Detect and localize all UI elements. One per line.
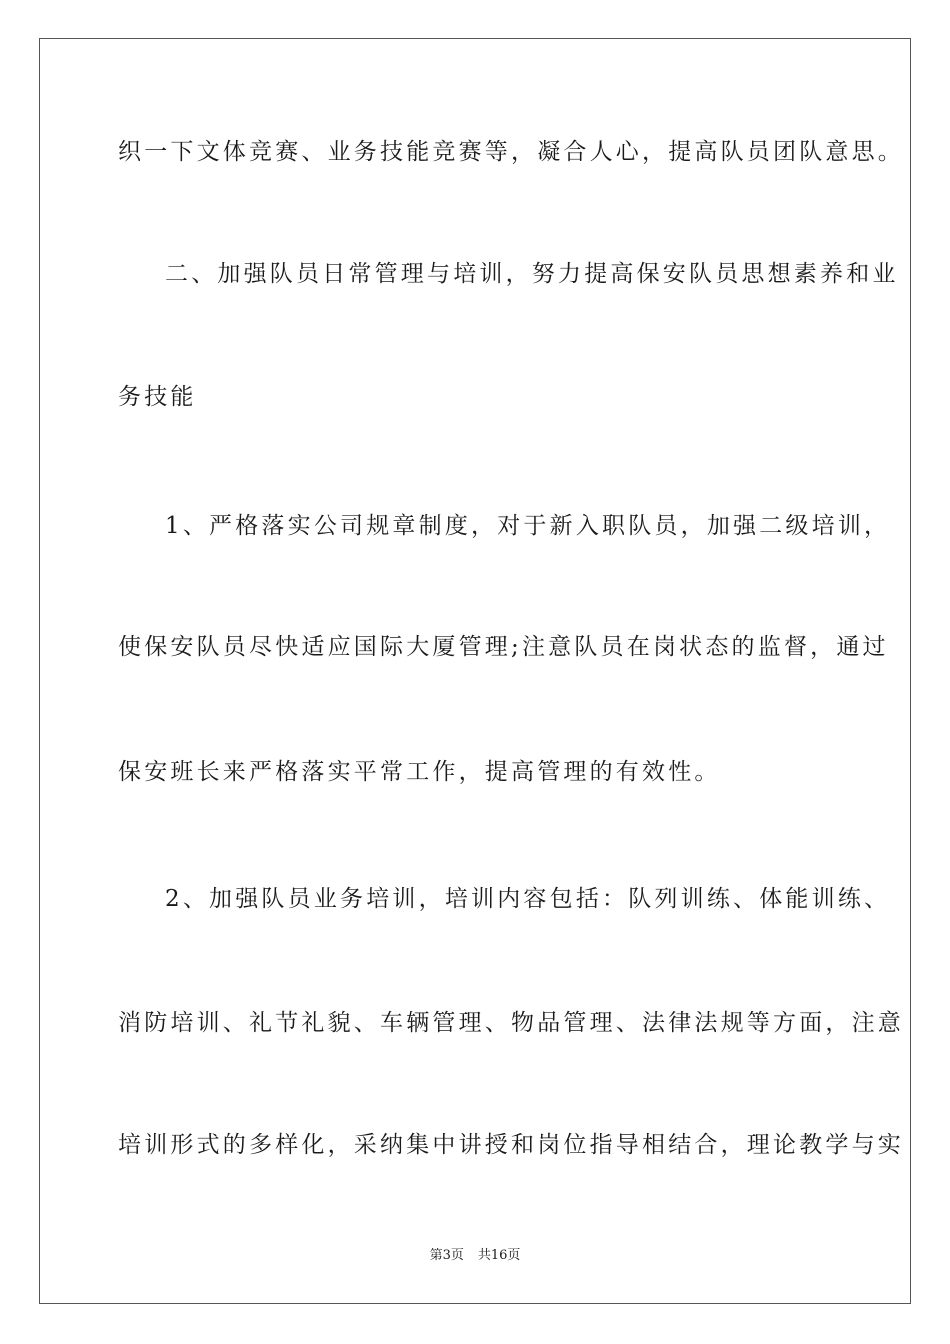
paragraph-2-line-1: 2、加强队员业务培训，培训内容包括：队列训练、体能训练、 xyxy=(165,886,891,912)
paragraph-2-line-3: 培训形式的多样化，采纳集中讲授和岗位指导相结合，理论教学与实 xyxy=(118,1132,904,1158)
paragraph-1-line-1: 1、严格落实公司规章制度，对于新入职队员，加强二级培训， xyxy=(165,513,891,539)
section-heading-line-1: 二、加强队员日常管理与培训，努力提高保安队员思想素养和业 xyxy=(165,261,899,287)
page-total: 共16页 xyxy=(477,1248,521,1263)
body-text-line-1: 织一下文体竞赛、业务技能竞赛等，凝合人心，提高队员团队意思。 xyxy=(118,139,904,165)
paragraph-2-line-2: 消防培训、礼节礼貌、车辆管理、物品管理、法律法规等方面，注意 xyxy=(118,1010,904,1036)
paragraph-1-line-2: 使保安队员尽快适应国际大厦管理;注意队员在岗状态的监督，通过 xyxy=(118,634,889,660)
page-number: 第3页 xyxy=(429,1248,464,1263)
paragraph-1-line-3: 保安班长来严格落实平常工作，提高管理的有效性。 xyxy=(118,759,721,785)
section-heading-line-2: 务技能 xyxy=(118,384,197,410)
page-border xyxy=(39,38,911,1304)
page-footer xyxy=(0,1247,950,1265)
